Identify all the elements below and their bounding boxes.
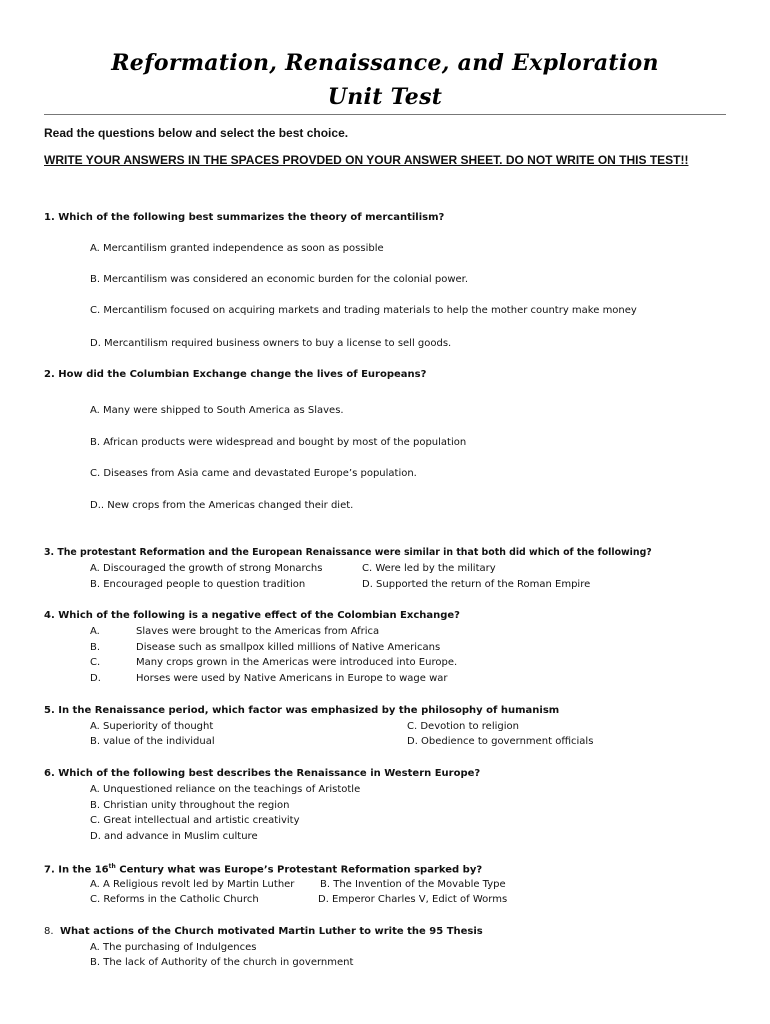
instruction-text: Read the questions below and select the best choice. bbox=[44, 126, 349, 140]
title-divider bbox=[44, 114, 726, 115]
q2-option-d: D.. New crops from the Americas changed their diet. bbox=[90, 500, 354, 511]
q7-option-b: B. The Invention of the Movable Type bbox=[320, 879, 506, 890]
q4-option-b: Disease such as smallpox killed millions of Native Americans bbox=[136, 642, 441, 653]
q4-letter-d: D. bbox=[90, 673, 101, 684]
q4-option-d: Horses were used by Native Americans in Europe to wage war bbox=[136, 673, 448, 684]
q7-option-a: A. A Religious revolt led by Martin Luther bbox=[90, 879, 295, 890]
q5-option-d: D. Obedience to government officials bbox=[407, 736, 594, 747]
warning-text: WRITE YOUR ANSWERS IN THE SPACES PROVDED ON YOUR ANSWER SHEET. DO NOT WRITE ON THIS TEST!! bbox=[44, 153, 689, 167]
q6-option-d: D. and advance in Muslim culture bbox=[90, 831, 258, 842]
question-8-number: 8. bbox=[44, 926, 54, 937]
question-7-part2: Century what was Europe’s Protestant Reformation sparked by? bbox=[115, 864, 483, 876]
q4-option-a: Slaves were brought to the Americas from Africa bbox=[136, 626, 380, 637]
q5-option-b: B. value of the individual bbox=[90, 736, 215, 747]
q1-option-d: D. Mercantilism required business owners to buy a license to sell goods. bbox=[90, 338, 452, 349]
q3-option-b: B. Encouraged people to question tradition bbox=[90, 579, 306, 590]
question-7 bbox=[44, 863, 482, 875]
q1-option-c: C. Mercantilism focused on acquiring markets and trading materials to help the mother country make money bbox=[90, 305, 637, 316]
question-1: 1. Which of the following best summarizes the theory of mercantilism? bbox=[44, 212, 445, 223]
q2-option-b: B. African products were widespread and bought by most of the population bbox=[90, 437, 467, 448]
q2-option-c: C. Diseases from Asia came and devastated Europe’s population. bbox=[90, 468, 417, 479]
q6-option-b: B. Christian unity throughout the region bbox=[90, 800, 290, 811]
question-5: 5. In the Renaissance period, which factor was emphasized by the philosophy of humanism bbox=[44, 705, 560, 716]
q8-option-a: A. The purchasing of Indulgences bbox=[90, 942, 257, 953]
q4-letter-c: C. bbox=[90, 657, 101, 668]
q7-option-d: D. Emperor Charles V, Edict of Worms bbox=[318, 894, 508, 905]
page-subtitle: Unit Test bbox=[327, 84, 443, 110]
q4-option-c: Many crops grown in the Americas were introduced into Europe. bbox=[136, 657, 458, 668]
question-2: 2. How did the Columbian Exchange change the lives of Europeans? bbox=[44, 369, 427, 380]
q1-option-b: B. Mercantilism was considered an economic burden for the colonial power. bbox=[90, 274, 469, 285]
q4-letter-b: B. bbox=[90, 642, 101, 653]
q3-option-d: D. Supported the return of the Roman Empire bbox=[362, 579, 591, 590]
q7-option-c: C. Reforms in the Catholic Church bbox=[90, 894, 259, 905]
question-3: 3. The protestant Reformation and the European Renaissance were similar in that both did which of the following? bbox=[44, 547, 652, 558]
question-7-superscript: th bbox=[108, 863, 116, 870]
q5-option-c: C. Devotion to religion bbox=[407, 721, 519, 732]
question-7-part1: 7. In the 16 bbox=[44, 864, 109, 876]
q2-option-a: A. Many were shipped to South America as Slaves. bbox=[90, 405, 344, 416]
question-8: What actions of the Church motivated Martin Luther to write the 95 Thesis bbox=[60, 926, 483, 937]
q3-option-c: C. Were led by the military bbox=[362, 563, 496, 574]
q6-option-c: C. Great intellectual and artistic creativity bbox=[90, 815, 300, 826]
question-4: 4. Which of the following is a negative effect of the Colombian Exchange? bbox=[44, 610, 460, 621]
q3-option-a: A. Discouraged the growth of strong Monarchs bbox=[90, 563, 323, 574]
page-title: Reformation, Renaissance, and Exploration bbox=[111, 50, 659, 76]
q1-option-a: A. Mercantilism granted independence as soon as possible bbox=[90, 243, 384, 254]
q8-option-b: B. The lack of Authority of the church in government bbox=[90, 957, 354, 968]
q4-letter-a: A. bbox=[90, 626, 100, 637]
q5-option-a: A. Superiority of thought bbox=[90, 721, 214, 732]
question-6: 6. Which of the following best describes the Renaissance in Western Europe? bbox=[44, 768, 481, 779]
q6-option-a: A. Unquestioned reliance on the teachings of Aristotle bbox=[90, 784, 361, 795]
